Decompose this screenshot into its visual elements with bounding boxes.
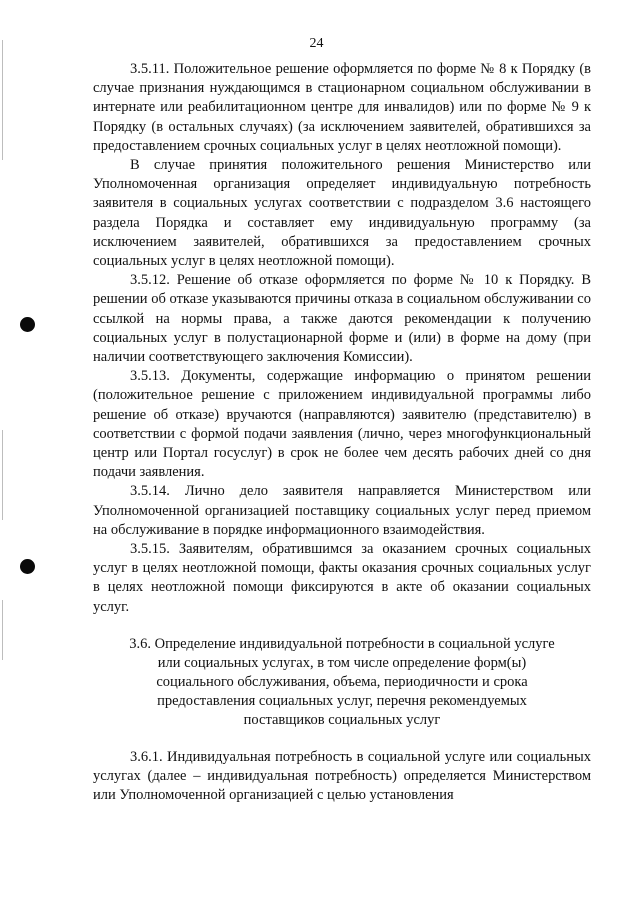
paragraph-3-5-14: 3.5.14. Лично дело заявителя направляется Министерством или Уполномоченной организацией поставщику социальных услуг перед приемом на обслуживание в порядке информационного взаимодействия. xyxy=(93,483,591,538)
document-body xyxy=(93,60,591,806)
paragraph-3-6-1: 3.6.1. Индивидуальная потребность в социальной услуге или социальных услугах (далее – индивидуальная потребность) определяется Министерством или Уполномоченной организацией с целью установления xyxy=(93,748,591,804)
paragraph-3-5-15: 3.5.15. Заявителям, обратившимся за оказанием срочных социальных услуг в целях неотложной помощи, факты оказания срочных социальных услуг в целях неотложной помощи фиксируются в акте об оказании социальных услуг. xyxy=(93,541,591,615)
paragraph-3-5-13: 3.5.13. Документы, содержащие информацию о принятом решении (положительное решение с приложением индивидуальной программы либо решение об отказе) вручаются (направляются) заявителю (представителю) в соответствии с формой подачи заявления (лично, через многофункциональный центр или Портал госуслуг) в срок не более чем десять рабочих дней со дня подачи заявления. xyxy=(93,368,591,481)
paragraph-3-5-11: 3.5.11. Положительное решение оформляется по форме № 8 к Порядку (в случае признания нуждающимся в стационарном социальном обслуживании в интернате или реабилитационном центре для инвалидов) или по форме № 9 к Порядку (в остальных случаях) (за исключением заявителей, обратившихся за предоставлением срочных социальных услуг в целях неотложной помощи). xyxy=(93,61,591,154)
paragraph-positive-decision: В случае принятия положительного решения Министерство или Уполномоченная организация определяет индивидуальную потребность заявителя в социальных услугах соответствии с подразделом 3.6 настоящего раздела Порядка и составляет ему индивидуальную программу (за исключением заявителей, обратившихся за предоставлением срочных социальных услуг в целях неотложной помощи). xyxy=(93,157,591,270)
page-number: 24 xyxy=(309,36,324,51)
punch-hole-mark xyxy=(20,559,35,574)
scan-edge-mark xyxy=(2,430,3,520)
punch-hole-mark xyxy=(20,317,35,332)
scan-edge-mark xyxy=(2,600,3,660)
section-heading-3-6: 3.6. Определение индивидуальной потребности в социальной услуге или социальных услугах, в том числе определение форм(ы) социального обслуживания, объема, периодичности и срока предоставления социальных услуг, перечня рекомендуемых поставщиков социальных услуг xyxy=(129,635,555,728)
paragraph-3-5-12: 3.5.12. Решение об отказе оформляется по форме № 10 к Порядку. В решении об отказе указываются причины отказа в социальном обслуживании со ссылкой на нормы права, а также даются рекомендации к получению социальных услуг в полустационарной форме и (или) в форме на дому (при наличии соответствующего заключения Комиссии). xyxy=(93,272,591,366)
scan-edge-mark xyxy=(2,40,3,160)
